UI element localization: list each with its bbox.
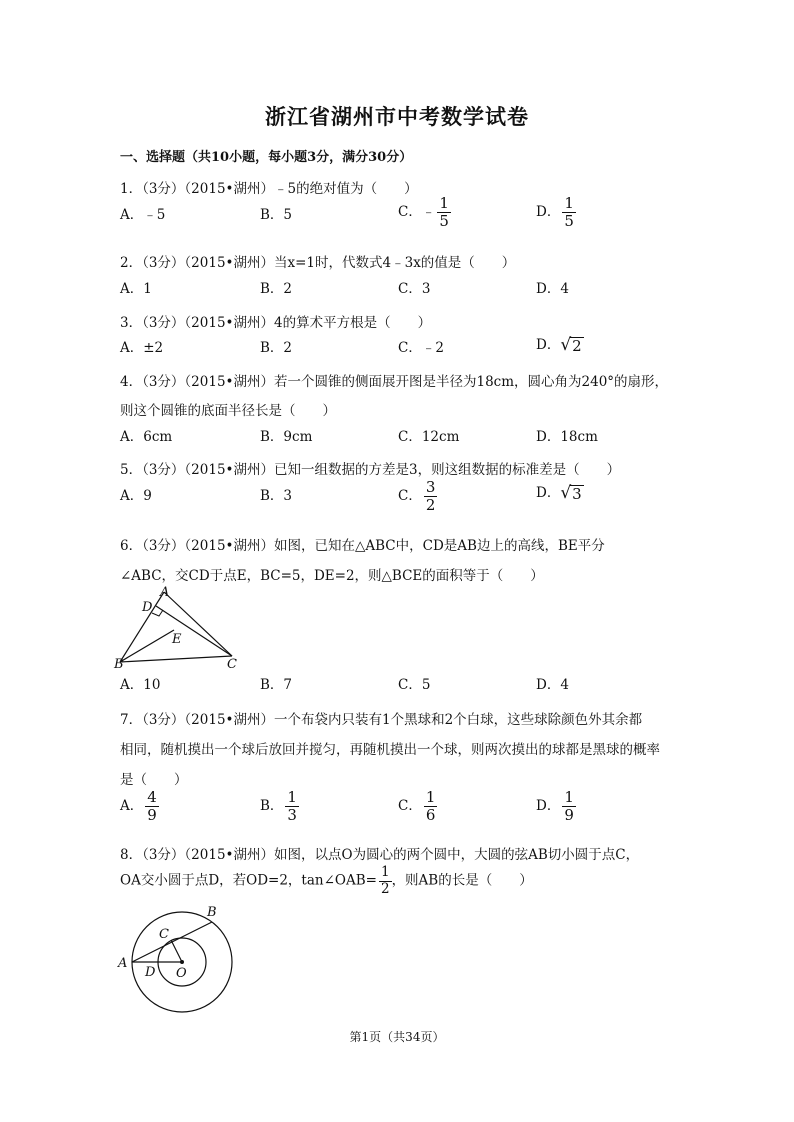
question-7-stem-line2: 相同，随机摸出一个球后放回并搅匀，再随机摸出一个球，则两次摸出的球都是黑球的概率 xyxy=(120,742,660,758)
concentric-circles-figure xyxy=(114,900,264,1020)
figure-label-d: D xyxy=(142,600,153,615)
question-1-stem: 1．（3分）（2015•湖州）﹣5的绝对值为（ ） xyxy=(120,181,418,197)
page-title: 浙江省湖州市中考数学试卷 xyxy=(265,104,529,129)
fraction-denominator: 9 xyxy=(564,806,574,824)
q7-option-c-fraction xyxy=(424,790,438,823)
q3-option-b: B．2 xyxy=(260,340,293,356)
q2-option-b: B．2 xyxy=(260,281,293,297)
q7-option-a-fraction xyxy=(145,790,159,823)
q3-option-a: A．±2 xyxy=(120,340,164,356)
fraction-denominator: 6 xyxy=(425,806,436,824)
q7-option-b-fraction xyxy=(285,790,299,823)
q5-option-c xyxy=(398,480,437,513)
question-6-stem-line2: ∠ABC，交CD于点E，BC=5，DE=2，则△BCE的面积等于（ ） xyxy=(120,568,544,584)
question-8-stem-line2 xyxy=(120,866,533,896)
q5-option-a: A．9 xyxy=(120,488,152,504)
q7-option-d-prefix: D． xyxy=(536,798,561,814)
figure-label-o: O xyxy=(176,966,187,981)
q8-stem-line2-a: OA交小圆于点D，若OD=2，tan∠OAB= xyxy=(120,872,377,889)
q7-option-d-fraction xyxy=(562,790,576,823)
figure-label-b: B xyxy=(114,657,124,672)
q4-option-a: A．6cm xyxy=(120,429,173,445)
q6-option-a: A．10 xyxy=(120,677,161,693)
q1-option-d-prefix: D． xyxy=(536,204,561,220)
q2-option-d: D．4 xyxy=(536,281,569,297)
square-root: √ 2 xyxy=(560,335,582,356)
fraction-numerator: 1 xyxy=(425,788,436,806)
q8-tan-fraction xyxy=(379,866,392,896)
q5-option-c-fraction xyxy=(424,480,438,513)
q1-option-b: B．5 xyxy=(260,207,293,223)
fraction-denominator: 9 xyxy=(147,806,157,824)
q5-option-d xyxy=(536,481,584,502)
triangle-abc-figure xyxy=(112,584,247,674)
question-5-stem: 5．（3分）（2015•湖州）已知一组数据的方差是3，则这组数据的标准差是（ ） xyxy=(120,462,621,478)
radicand: 3 xyxy=(572,484,582,503)
q2-option-c: C．3 xyxy=(398,281,431,297)
q3-option-c: C．﹣2 xyxy=(398,340,444,356)
q7-option-c-prefix: C． xyxy=(398,798,422,814)
fraction-numerator: 1 xyxy=(380,864,390,880)
question-4-stem-line1: 4．（3分）（2015•湖州）若一个圆锥的侧面展开图是半径为18cm，圆心角为240°的扇形， xyxy=(120,374,669,390)
figure-label-b: B xyxy=(207,905,217,920)
fraction-numerator: 1 xyxy=(287,788,297,806)
figure-label-c: C xyxy=(227,657,237,672)
q1-option-d xyxy=(536,196,576,229)
q5-option-b: B．3 xyxy=(260,488,293,504)
square-root: √ 3 xyxy=(560,483,582,504)
q7-option-a xyxy=(120,790,159,823)
question-7-stem-line3: 是（ ） xyxy=(120,772,188,788)
question-6-stem-line1: 6．（3分）（2015•湖州）如图，已知在△ABC中，CD是AB边上的高线，BE平分 xyxy=(120,538,605,554)
q3-option-d-prefix: D． xyxy=(536,337,561,353)
q3-option-d xyxy=(536,333,584,354)
q4-option-c: C．12cm xyxy=(398,429,460,445)
q7-option-b xyxy=(260,790,299,823)
question-7-stem-line1: 7．（3分）（2015•湖州）一个布袋内只装有1个黑球和2个白球，这些球除颜色外其余都 xyxy=(120,712,643,728)
q8-stem-line2-b: ，则AB的长是（ ） xyxy=(391,872,533,889)
q7-option-d xyxy=(536,790,576,823)
radicand: 2 xyxy=(572,336,582,355)
q6-option-b: B．7 xyxy=(260,677,293,693)
q7-option-b-prefix: B． xyxy=(260,798,284,814)
q1-option-c-fraction xyxy=(437,196,451,229)
fraction-denominator: 5 xyxy=(564,212,574,230)
q1-option-d-fraction xyxy=(562,196,576,229)
question-4-stem-line2: 则这个圆锥的底面半径长是（ ） xyxy=(120,403,336,419)
page-footer: 第1页（共34页） xyxy=(349,1030,445,1044)
q1-option-c-prefix: C．﹣ xyxy=(398,204,436,220)
fraction-denominator: 2 xyxy=(425,496,436,514)
q7-option-a-prefix: A． xyxy=(120,798,144,814)
q5-option-d-prefix: D． xyxy=(536,485,561,501)
figure-label-c: C xyxy=(159,927,169,942)
question-3-stem: 3．（3分）（2015•湖州）4的算术平方根是（ ） xyxy=(120,315,432,331)
q4-option-d: D．18cm xyxy=(536,429,598,445)
q1-option-a: A．﹣5 xyxy=(120,207,166,223)
fraction-numerator: 1 xyxy=(564,194,574,212)
fraction-numerator: 4 xyxy=(147,788,157,806)
figure-label-d: D xyxy=(145,965,156,980)
q2-option-a: A．1 xyxy=(120,281,152,297)
section-heading: 一、选择题（共10小题，每小题3分，满分30分） xyxy=(120,150,413,165)
figure-label-a: A xyxy=(118,956,128,971)
q6-option-c: C．5 xyxy=(398,677,431,693)
fraction-denominator: 5 xyxy=(439,212,449,230)
figure-label-a: A xyxy=(160,585,170,600)
question-8-stem-line1: 8．（3分）（2015•湖州）如图，以点O为圆心的两个圆中，大圆的弦AB切小圆于点C， xyxy=(120,847,640,863)
fraction-numerator: 3 xyxy=(425,478,436,496)
fraction-numerator: 1 xyxy=(439,194,449,212)
fraction-denominator: 2 xyxy=(380,880,390,897)
q5-option-c-prefix: C． xyxy=(398,488,422,504)
question-2-stem: 2．（3分）（2015•湖州）当x=1时，代数式4﹣3x的值是（ ） xyxy=(120,255,516,271)
q6-option-d: D．4 xyxy=(536,677,569,693)
q1-option-c xyxy=(398,196,451,229)
q7-option-c xyxy=(398,790,437,823)
q4-option-b: B．9cm xyxy=(260,429,313,445)
fraction-numerator: 1 xyxy=(564,788,574,806)
fraction-denominator: 3 xyxy=(287,806,297,824)
figure-label-e: E xyxy=(172,632,182,647)
